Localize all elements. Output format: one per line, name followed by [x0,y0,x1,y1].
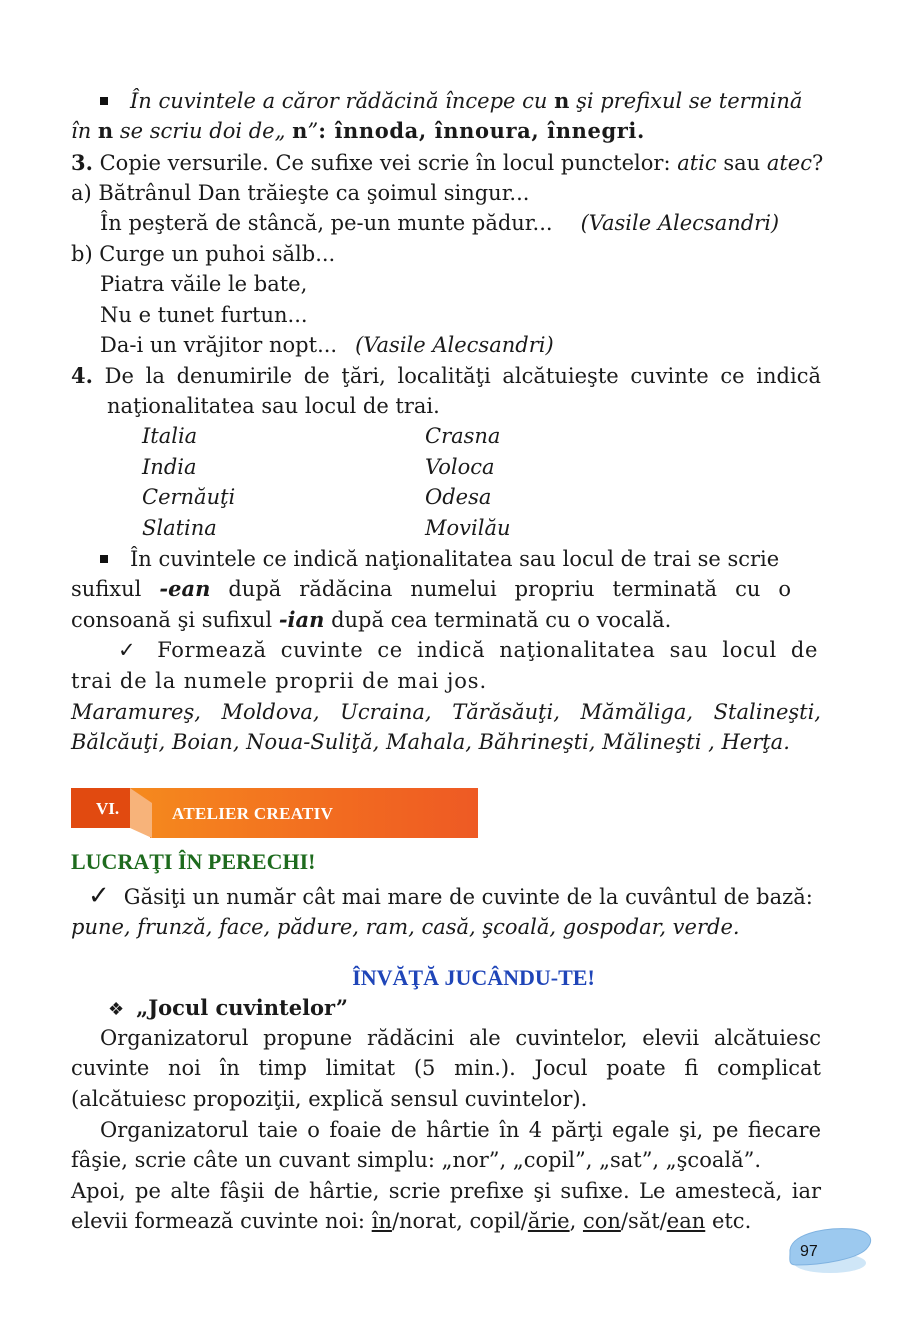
rule-ean-line1: În cuvintele ce indică naţionalitatea sau locul de trai se scrie [100,544,779,574]
task-line2: trai de la numele proprii de mai jos. [71,669,488,693]
play-heading: ÎNVĂŢĂ JUCÂNDU-TE! [352,965,595,990]
verse-b-line1: b) Curge un puhoi sălb... [71,242,336,266]
verse-b-line2: Piatra văile le bate, [100,272,308,296]
play-p3-line2: elevii formează cuvinte noi: în/norat, copil/ărie, con/săt/ean etc. [71,1209,752,1233]
play-p2-line1: Organizatorul taie o foaie de hârtie în 4 părţi egale şi, pe fiecare [100,1118,821,1142]
verse-a-line1: a) Bătrânul Dan trăieşte ca şoimul singur... [71,181,530,205]
place-right-2: Voloca [425,455,495,479]
verse-b-line4: Da-i un vrăjitor nopt... (Vasile Alecsandri) [100,333,554,357]
place-left-4: Slatina [142,516,217,540]
place-left-3: Cernăuţi [142,485,236,509]
play-p2-line2: fâşie, scrie câte un cuvant simplu: „nor”, „copil”, „sat”, „şcoală”. [71,1148,762,1172]
play-p3-line1: Apoi, pe alte fâşii de hârtie, scrie prefixe şi sufixe. Le amestecă, iar [71,1179,821,1203]
place-left-2: India [142,455,197,479]
task-line1: ✓ Formează cuvinte ce indică naţionalitatea sau locul de [118,638,819,662]
exercise-4-prompt: 4. De la denumirile de ţări, localităţi alcătuieşte cuvinte ce indică [71,363,821,388]
verse-a-line2: În peşteră de stâncă, pe-un munte pădur... (Vasile Alecsandri) [100,211,780,235]
pairs-line2: pune, frunză, face, pădure, ram, casă, şcoală, gospodar, verde. [71,915,740,939]
place-right-3: Odesa [425,485,492,509]
rule-n-line1: În cuvintele a căror rădăcină începe cu n şi prefixul se termină [100,86,802,116]
exercise-4-prompt-line2: naţionalitatea sau locul de trai. [107,394,440,418]
names-line1: Maramureş, Moldova, Ucraina, Tărăsăuţi, Mămăliga, Stalineşti, [71,700,821,724]
pairs-heading: LUCRAŢI ÎN PERECHI! [71,849,316,874]
square-bullet-icon [100,97,108,105]
checkmark-icon: ✓ [88,881,110,911]
game-title-line: ❖ „Jocul cuvintelor” [108,995,348,1020]
square-bullet-icon [100,555,108,563]
rule-ean-line2: sufixul -ean după rădăcina numelui propriu terminată cu o [71,576,791,601]
section-title: ATELIER CREATIV [172,804,334,823]
play-p1-line2: cuvinte noi în timp limitat (5 min.). Jocul poate fi complicat [71,1056,821,1080]
rule-ean-line3: consoană şi sufixul -ian după cea terminată cu o vocală. [71,607,672,632]
place-left-1: Italia [142,424,198,448]
checkmark-icon: ✓ [118,638,144,662]
page-number-badge [782,1225,874,1275]
pairs-line1: ✓ Găsiţi un număr cât mai mare de cuvinte de la cuvântul de bază: [88,881,813,911]
rule-n-line2: în n se scriu doi de„ n”: înnoda, înnoura, înnegri. [71,118,645,143]
exercise-3-prompt: 3. Copie versurile. Ce sufixe vei scrie în locul punctelor: atic sau atec? [71,150,824,175]
play-p1-line3: (alcătuiesc propoziţii, explică sensul cuvintelor). [71,1087,588,1111]
names-line2: Bălcăuţi, Boian, Noua-Suliţă, Mahala, Băhrineşti, Mălineşti , Herţa. [71,730,790,754]
diamond-bullet-icon: ❖ [108,999,125,1020]
play-p1-line1: Organizatorul propune rădăcini ale cuvintelor, elevii alcătuiesc [100,1026,821,1050]
place-right-1: Crasna [425,424,501,448]
verse-b-line3: Nu e tunet furtun... [100,303,308,327]
place-right-4: Movilău [425,516,511,540]
page-number: 97 [800,1243,818,1260]
section-number: VI. [96,799,120,818]
